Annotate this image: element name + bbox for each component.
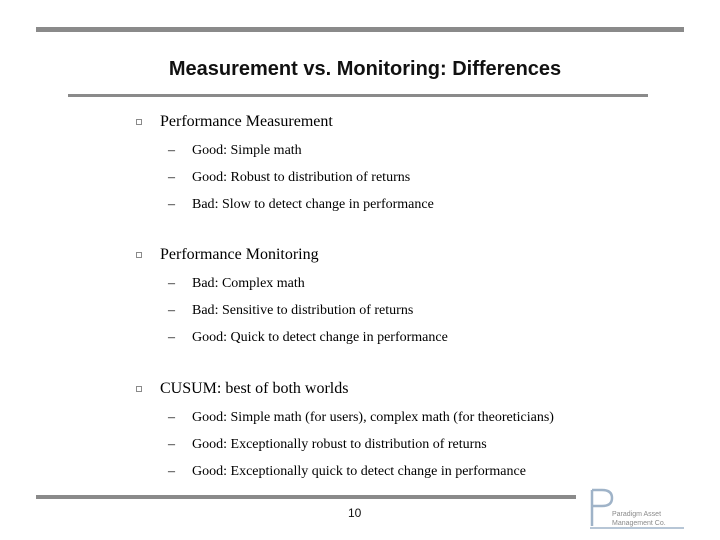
title-underline bbox=[68, 94, 648, 97]
item-text: : Sensitive to distribution of returns bbox=[214, 303, 414, 318]
item-text: : Quick to detect change in performance bbox=[223, 330, 448, 345]
dash-bullet-icon: – bbox=[168, 170, 175, 185]
item-label: Bad bbox=[192, 276, 215, 291]
item-label: Good bbox=[192, 143, 224, 158]
item-label: Good bbox=[192, 170, 224, 185]
bottom-divider bbox=[36, 495, 576, 499]
square-bullet-icon bbox=[136, 252, 142, 258]
item-label: Good bbox=[192, 437, 224, 452]
item-label: Good bbox=[192, 330, 224, 345]
item-label: Bad bbox=[192, 197, 215, 212]
logo-tagline-line2: Management Co. bbox=[612, 520, 666, 527]
dash-bullet-icon: – bbox=[168, 330, 175, 345]
dash-bullet-icon: – bbox=[168, 276, 175, 291]
section-heading: Performance Measurement bbox=[160, 113, 333, 130]
item-text: : Robust to distribution of returns bbox=[223, 170, 411, 185]
item-label: Good bbox=[192, 410, 224, 425]
section-heading: CUSUM: best of both worlds bbox=[160, 380, 349, 397]
dash-bullet-icon: – bbox=[168, 303, 175, 318]
dash-bullet-icon: – bbox=[168, 197, 175, 212]
item-text: : Complex math bbox=[214, 276, 305, 291]
top-divider bbox=[36, 27, 684, 32]
slide-title: Measurement vs. Monitoring: Differences bbox=[168, 58, 562, 80]
dash-bullet-icon: – bbox=[168, 410, 175, 425]
item-text: : Exceptionally quick to detect change in performance bbox=[223, 464, 526, 479]
item-text: : Slow to detect change in performance bbox=[214, 197, 434, 212]
item-text: : Exceptionally robust to distribution of returns bbox=[223, 437, 487, 452]
section-heading: Performance Monitoring bbox=[160, 246, 319, 263]
dash-bullet-icon: – bbox=[168, 437, 175, 452]
item-label: Bad bbox=[192, 303, 215, 318]
dash-bullet-icon: – bbox=[168, 464, 175, 479]
square-bullet-icon bbox=[136, 386, 142, 392]
page-number: 10 bbox=[348, 506, 362, 520]
logo-tagline bbox=[612, 510, 682, 528]
item-text: : Simple math bbox=[223, 143, 302, 158]
dash-bullet-icon: – bbox=[168, 143, 175, 158]
logo-tagline-line1: Paradigm Asset bbox=[612, 511, 662, 518]
item-text: : Simple math (for users), complex math (for theoreticians) bbox=[223, 410, 554, 425]
item-label: Good bbox=[192, 464, 224, 479]
square-bullet-icon bbox=[136, 119, 142, 125]
